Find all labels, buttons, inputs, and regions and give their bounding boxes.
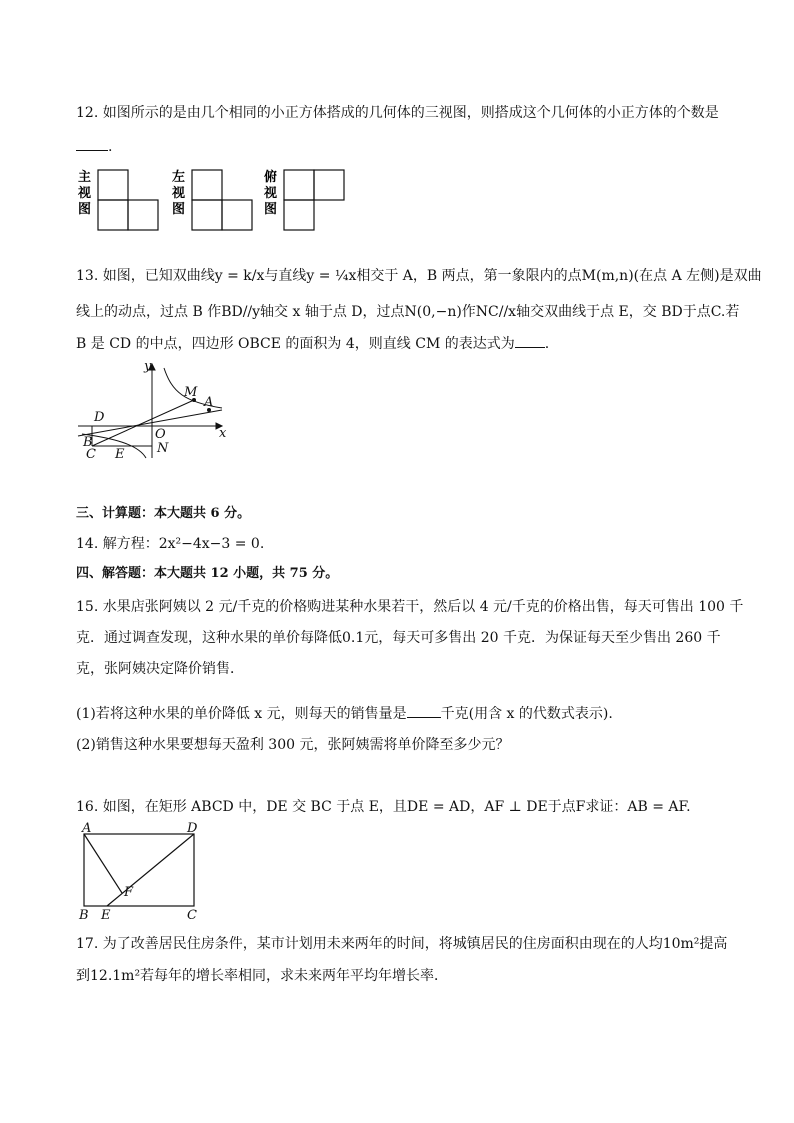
line-cm (92, 400, 194, 446)
top-view-label-2: 视 (264, 186, 278, 201)
q15-sub-2: (2)销售这种水果要想每天盈利 300 元，张阿姨需将单价降至多少元？ (76, 737, 510, 753)
rectangle-figure (74, 820, 210, 922)
label-b: B (79, 908, 89, 922)
q12-text: 12. 如图所示的是由几个相同的小正方体搭成的几何体的三视图，则搭成这个几何体的小正方体的个数是 (76, 105, 719, 121)
label-a: A (82, 821, 92, 836)
label-m: M (184, 385, 198, 400)
segment-de (107, 834, 194, 906)
front-view-label-3: 图 (78, 202, 92, 217)
q17-line-2: 到12.1m²若每年的增长率相同，求未来两年平均年增长率． (76, 968, 449, 984)
label-x: x (219, 426, 227, 441)
segment-af (84, 834, 122, 893)
section-3-heading: 三、计算题：本大题共 6 分。 (76, 506, 251, 521)
label-e: E (101, 908, 111, 922)
q13-line-3: B 是 CD 的中点，四边形 OBCE 的面积为 4，则直线 CM 的表达式为 . (76, 333, 549, 354)
hyperbola-figure (72, 358, 242, 462)
label-c: C (86, 447, 96, 462)
label-d: D (94, 410, 105, 425)
label-n: N (157, 441, 169, 456)
section-4-heading: 四、解答题：本大题共 12 小题，共 75 分。 (76, 566, 339, 581)
label-f: F (124, 885, 134, 900)
q17-line-1: 17. 为了改善居民住房条件，某市计划用未来两年的时间，将城镇居民的住房面积由现在的人均10m²提高 (76, 936, 728, 952)
q16-text: 16. 如图，在矩形 ABCD 中，DE 交 BC 于点 E，且DE = AD，AF ⊥ DE于点F求证：AB = AF. (76, 799, 691, 815)
answer-blank (515, 333, 545, 348)
q15-line-1: 15. 水果店张阿姨以 2 元/千克的价格购进某种水果若干，然后以 4 元/千克的价格出售，每天可售出 100 千 (76, 599, 744, 615)
q14-text: 14. 解方程：2x²−4x−3 = 0. (76, 536, 265, 552)
top-view-label-3: 图 (264, 202, 278, 217)
three-views-figure (74, 166, 364, 234)
side-view-grid (192, 170, 252, 230)
top-view-grid (284, 170, 344, 230)
q13-line-1: 13. 如图，已知双曲线y = k/x与直线y = ¼x相交于 A，B 两点，第一象限内的点M(m,n)(在点 A 左侧)是双曲 (76, 268, 762, 284)
label-c: C (187, 908, 197, 922)
front-view-grid (98, 170, 158, 230)
q15-sub-1: (1)若将这种水果的单价降低 x 元，则每天的销售量是 千克(用含 x 的代数式表示). (76, 703, 613, 724)
q13-line-2: 线上的动点，过点 B 作BD//y轴交 x 轴于点 D，过点N(0,−n)作NC//x轴交双曲线于点 E，交 BD于点C.若 (76, 304, 740, 320)
side-view-label-3: 图 (172, 202, 186, 217)
answer-blank (76, 136, 108, 151)
label-o: O (155, 427, 166, 442)
side-view-label-1: 左 (172, 170, 186, 185)
front-view-label-1: 主 (78, 170, 92, 185)
answer-blank (407, 703, 441, 718)
q15-line-3: 克，张阿姨决定降价销售． (76, 661, 244, 677)
q12-answer-line: . (76, 136, 112, 157)
q15-line-2: 克．通过调查发现，这种水果的单价每降低0.1元，每天可多售出 20 千克．为保证每天至少售出 260 千 (76, 630, 721, 646)
top-view-label-1: 俯 (264, 170, 278, 185)
label-d: D (187, 821, 198, 836)
side-view-label-2: 视 (172, 186, 186, 201)
label-b: B (83, 435, 93, 450)
label-e: E (115, 447, 125, 462)
label-y: y (144, 359, 152, 374)
front-view-label-2: 视 (78, 186, 92, 201)
rectangle-abcd (84, 834, 194, 906)
label-a: A (204, 395, 214, 410)
